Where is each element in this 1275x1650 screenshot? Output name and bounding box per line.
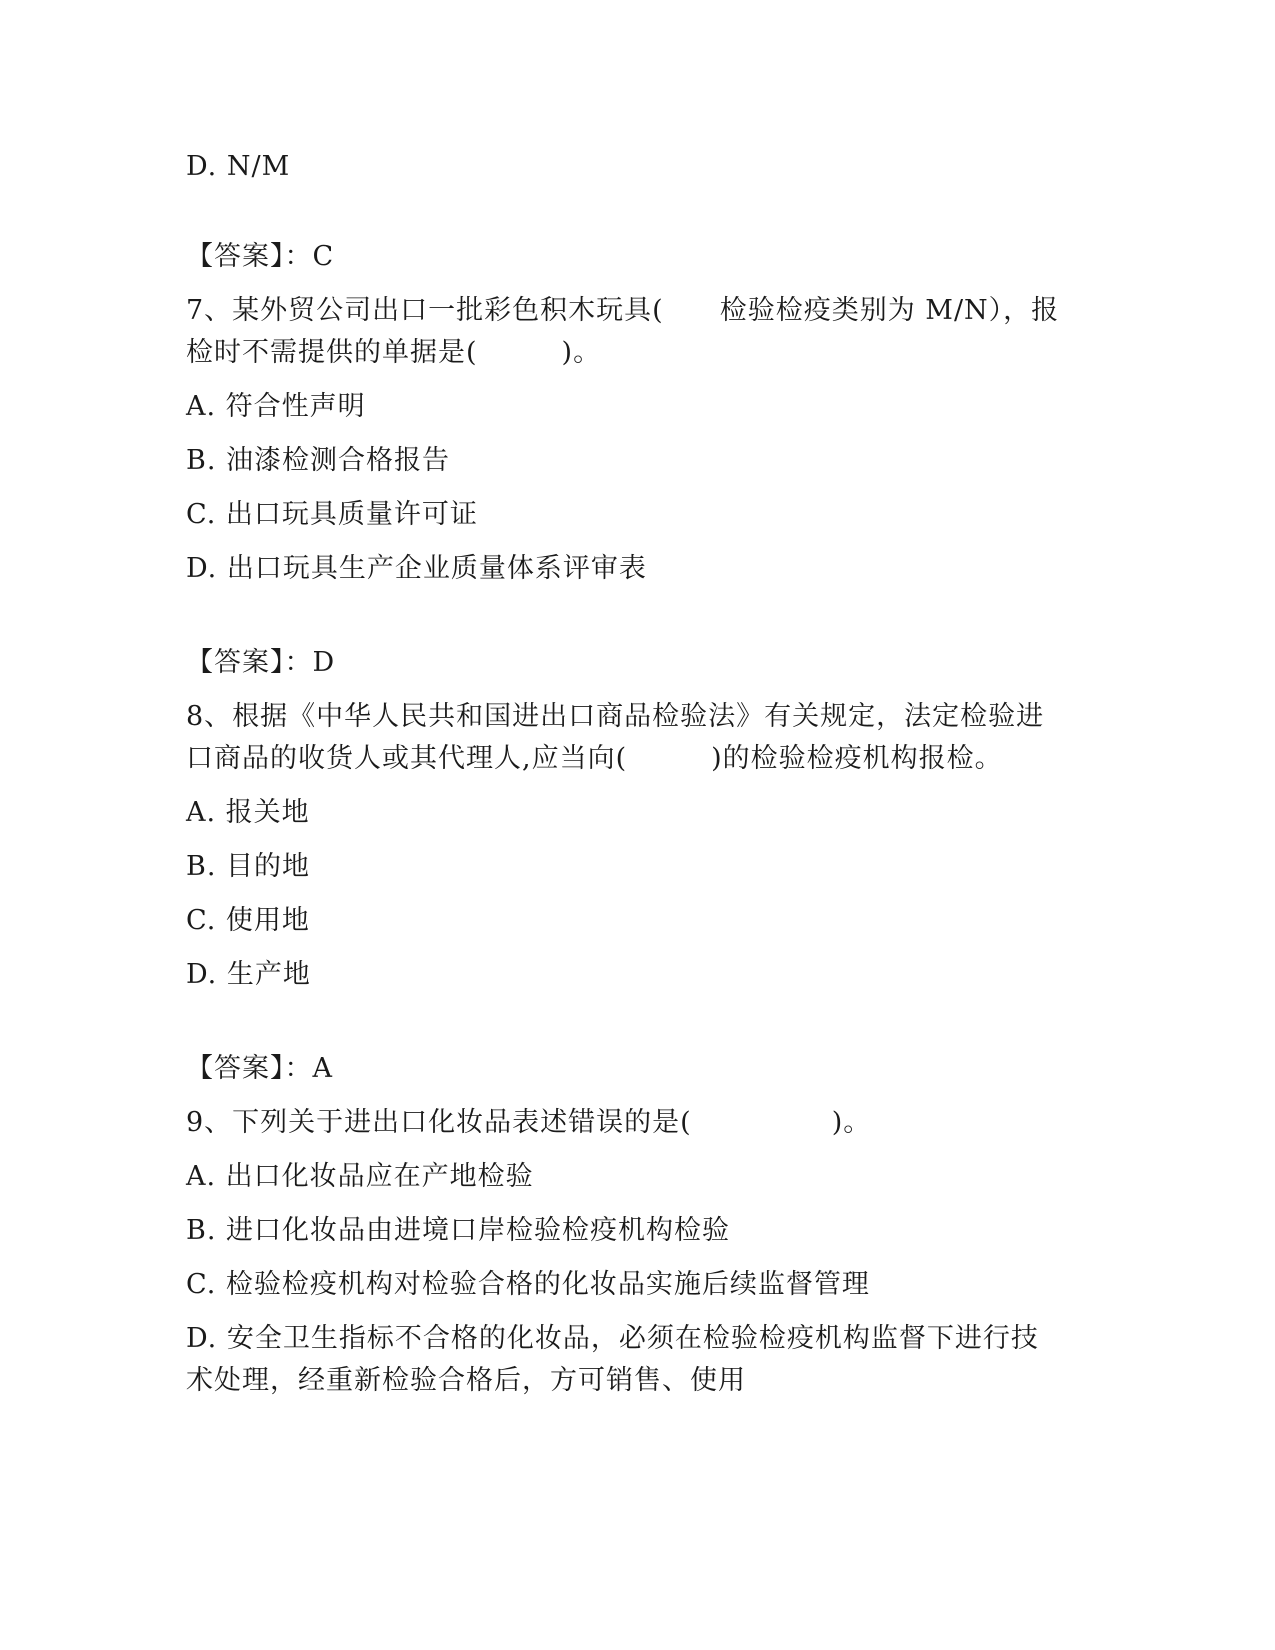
q7-answer: 【答案】：D [186, 647, 336, 678]
q8-option-a: A. 报关地 [186, 797, 310, 828]
q7-option-a: A. 符合性声明 [186, 391, 366, 422]
q7-stem-line1: 7、某外贸公司出口一批彩色积木玩具( 检验检疫类别为 M/N），报 [186, 295, 1060, 326]
q9-option-a: A. 出口化妆品应在产地检验 [186, 1161, 534, 1192]
q9-option-c: C. 检验检疫机构对检验合格的化妆品实施后续监督管理 [186, 1269, 870, 1300]
q8-stem-line1: 8、根据《中华人民共和国进出口商品检验法》有关规定，法定检验进 [186, 701, 1045, 732]
q9-stem-line1: 9、下列关于进出口化妆品表述错误的是( )。 [186, 1107, 872, 1138]
q7-option-c: C. 出口玩具质量许可证 [186, 499, 478, 530]
prev-answer: 【答案】：C [186, 241, 335, 272]
q8-option-d: D. 生产地 [186, 959, 311, 990]
q8-stem-line2: 口商品的收货人或其代理人,应当向( )的检验检疫机构报检。 [186, 743, 1003, 774]
q7-stem-line2: 检时不需提供的单据是( )。 [186, 337, 602, 368]
q7-option-d: D. 出口玩具生产企业质量体系评审表 [186, 553, 647, 584]
q8-option-b: B. 目的地 [186, 851, 311, 882]
q9-option-d-line1: D. 安全卫生指标不合格的化妆品，必须在检验检疫机构监督下进行技 [186, 1323, 1039, 1354]
q8-option-c: C. 使用地 [186, 905, 310, 936]
q9-option-b: B. 进口化妆品由进境口岸检验检疫机构检验 [186, 1215, 731, 1246]
prev-option-d: D. N/M [186, 151, 291, 182]
q9-option-d-line2: 术处理，经重新检验合格后，方可销售、使用 [186, 1365, 746, 1396]
q8-answer: 【答案】：A [186, 1053, 333, 1084]
q7-option-b: B. 油漆检测合格报告 [186, 445, 451, 476]
